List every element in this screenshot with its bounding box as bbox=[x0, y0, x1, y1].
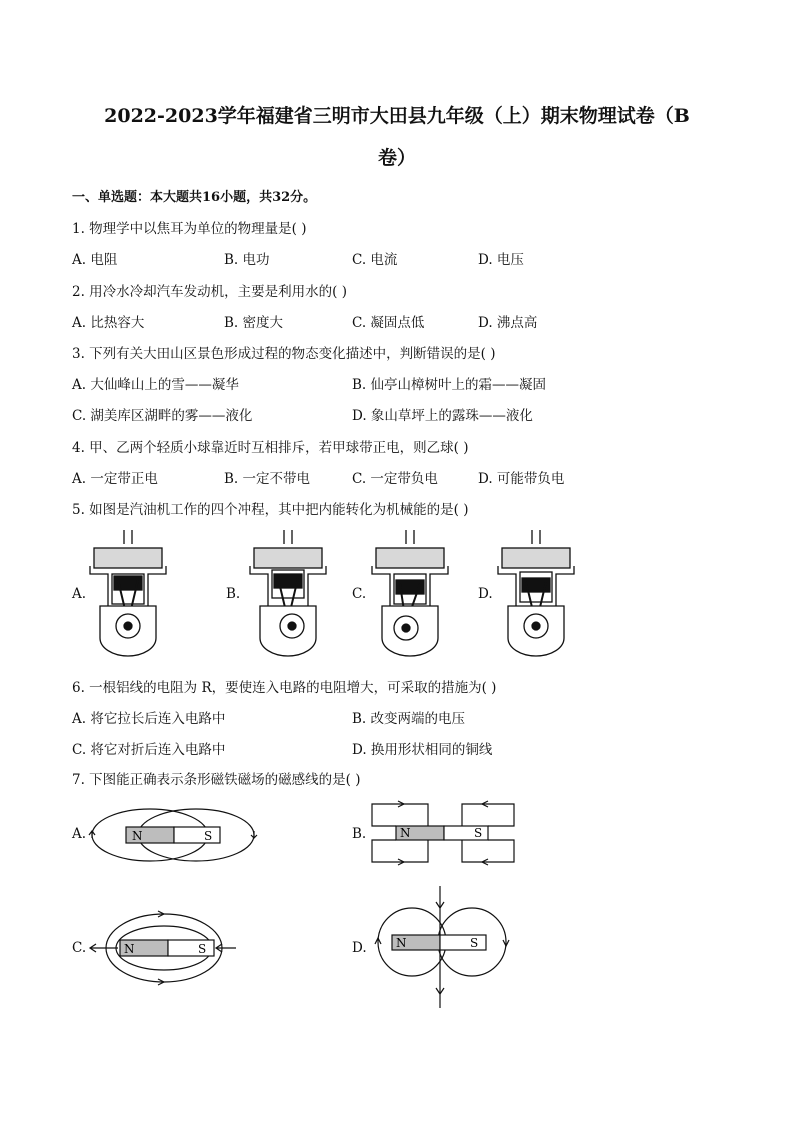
q7-label-b: B. bbox=[352, 826, 367, 842]
q7a-north: N bbox=[132, 829, 143, 843]
q7c-south: S bbox=[198, 942, 207, 956]
q2-option-a: A. 比热容大 bbox=[72, 315, 145, 331]
q7-label-a: A. bbox=[72, 826, 87, 842]
q6-option-c: C. 将它对折后连入电路中 bbox=[72, 742, 226, 758]
q1-option-a: A. 电阻 bbox=[72, 252, 118, 268]
magnet-diagram-a bbox=[88, 800, 258, 870]
q4-option-a: A. 一定带正电 bbox=[72, 471, 158, 487]
q1-option-b: B. 电功 bbox=[224, 252, 270, 268]
q5-label-b: B. bbox=[226, 586, 241, 602]
q3-option-a: A. 大仙峰山上的雪——凝华 bbox=[72, 377, 239, 393]
q5-label-c: C. bbox=[352, 586, 367, 602]
q2-option-c: C. 凝固点低 bbox=[352, 315, 425, 331]
q7c-north: N bbox=[124, 942, 135, 956]
engine-diagram-b bbox=[248, 530, 328, 658]
q5-label-d: D. bbox=[478, 586, 493, 602]
q2-option-b: B. 密度大 bbox=[224, 315, 284, 331]
q4-option-c: C. 一定带负电 bbox=[352, 471, 438, 487]
q1-option-d: D. 电压 bbox=[478, 252, 524, 268]
q3-option-d: D. 象山草坪上的露珠——液化 bbox=[352, 408, 533, 424]
q7a-south: S bbox=[204, 829, 213, 843]
q4-option-d: D. 可能带负电 bbox=[478, 471, 565, 487]
q2-option-d: D. 沸点高 bbox=[478, 315, 538, 331]
engine-diagram-d bbox=[496, 530, 576, 658]
q4-option-b: B. 一定不带电 bbox=[224, 471, 311, 487]
question-2-stem: 2. 用冷水冷却汽车发动机，主要是利用水的( ) bbox=[72, 284, 347, 300]
q7b-north: N bbox=[400, 826, 411, 840]
question-5-stem: 5. 如图是汽油机工作的四个冲程，其中把内能转化为机械能的是( ) bbox=[72, 502, 469, 518]
q5-label-a: A. bbox=[72, 586, 87, 602]
q7d-north: N bbox=[396, 936, 407, 950]
q3-option-c: C. 湖美库区湖畔的雾——液化 bbox=[72, 408, 253, 424]
q6-option-b: B. 改变两端的电压 bbox=[352, 711, 466, 727]
magnet-diagram-c bbox=[88, 906, 238, 990]
question-1-stem: 1. 物理学中以焦耳为单位的物理量是( ) bbox=[72, 221, 307, 237]
q7b-south: S bbox=[474, 826, 483, 840]
magnet-diagram-d bbox=[368, 884, 518, 1012]
q6-option-a: A. 将它拉长后连入电路中 bbox=[72, 711, 226, 727]
q7d-south: S bbox=[470, 936, 479, 950]
question-3-stem: 3. 下列有关大田山区景色形成过程的物态变化描述中，判断错误的是( ) bbox=[72, 346, 496, 362]
magnet-diagram-b bbox=[368, 800, 518, 866]
q7-label-c: C. bbox=[72, 940, 87, 956]
question-6-stem: 6. 一根铝线的电阻为 R，要使连入电路的电阻增大，可采取的措施为( ) bbox=[72, 680, 497, 696]
exam-title-line1: 2022-2023学年福建省三明市大田县九年级（上）期末物理试卷（B bbox=[104, 105, 690, 127]
question-4-stem: 4. 甲、乙两个轻质小球靠近时互相排斥，若甲球带正电，则乙球( ) bbox=[72, 440, 469, 456]
section-heading: 一、单选题：本大题共16小题，共32分。 bbox=[72, 190, 317, 205]
q7-label-d: D. bbox=[352, 940, 367, 956]
q3-option-b: B. 仙亭山樟树叶上的霜——凝固 bbox=[352, 377, 547, 393]
engine-diagram-c bbox=[370, 530, 450, 658]
q1-option-c: C. 电流 bbox=[352, 252, 398, 268]
engine-diagram-a bbox=[88, 530, 168, 658]
question-7-stem: 7. 下图能正确表示条形磁铁磁场的磁感线的是( ) bbox=[72, 772, 361, 788]
exam-title-line2: 卷） bbox=[377, 147, 416, 169]
q6-option-d: D. 换用形状相同的铜线 bbox=[352, 742, 493, 758]
